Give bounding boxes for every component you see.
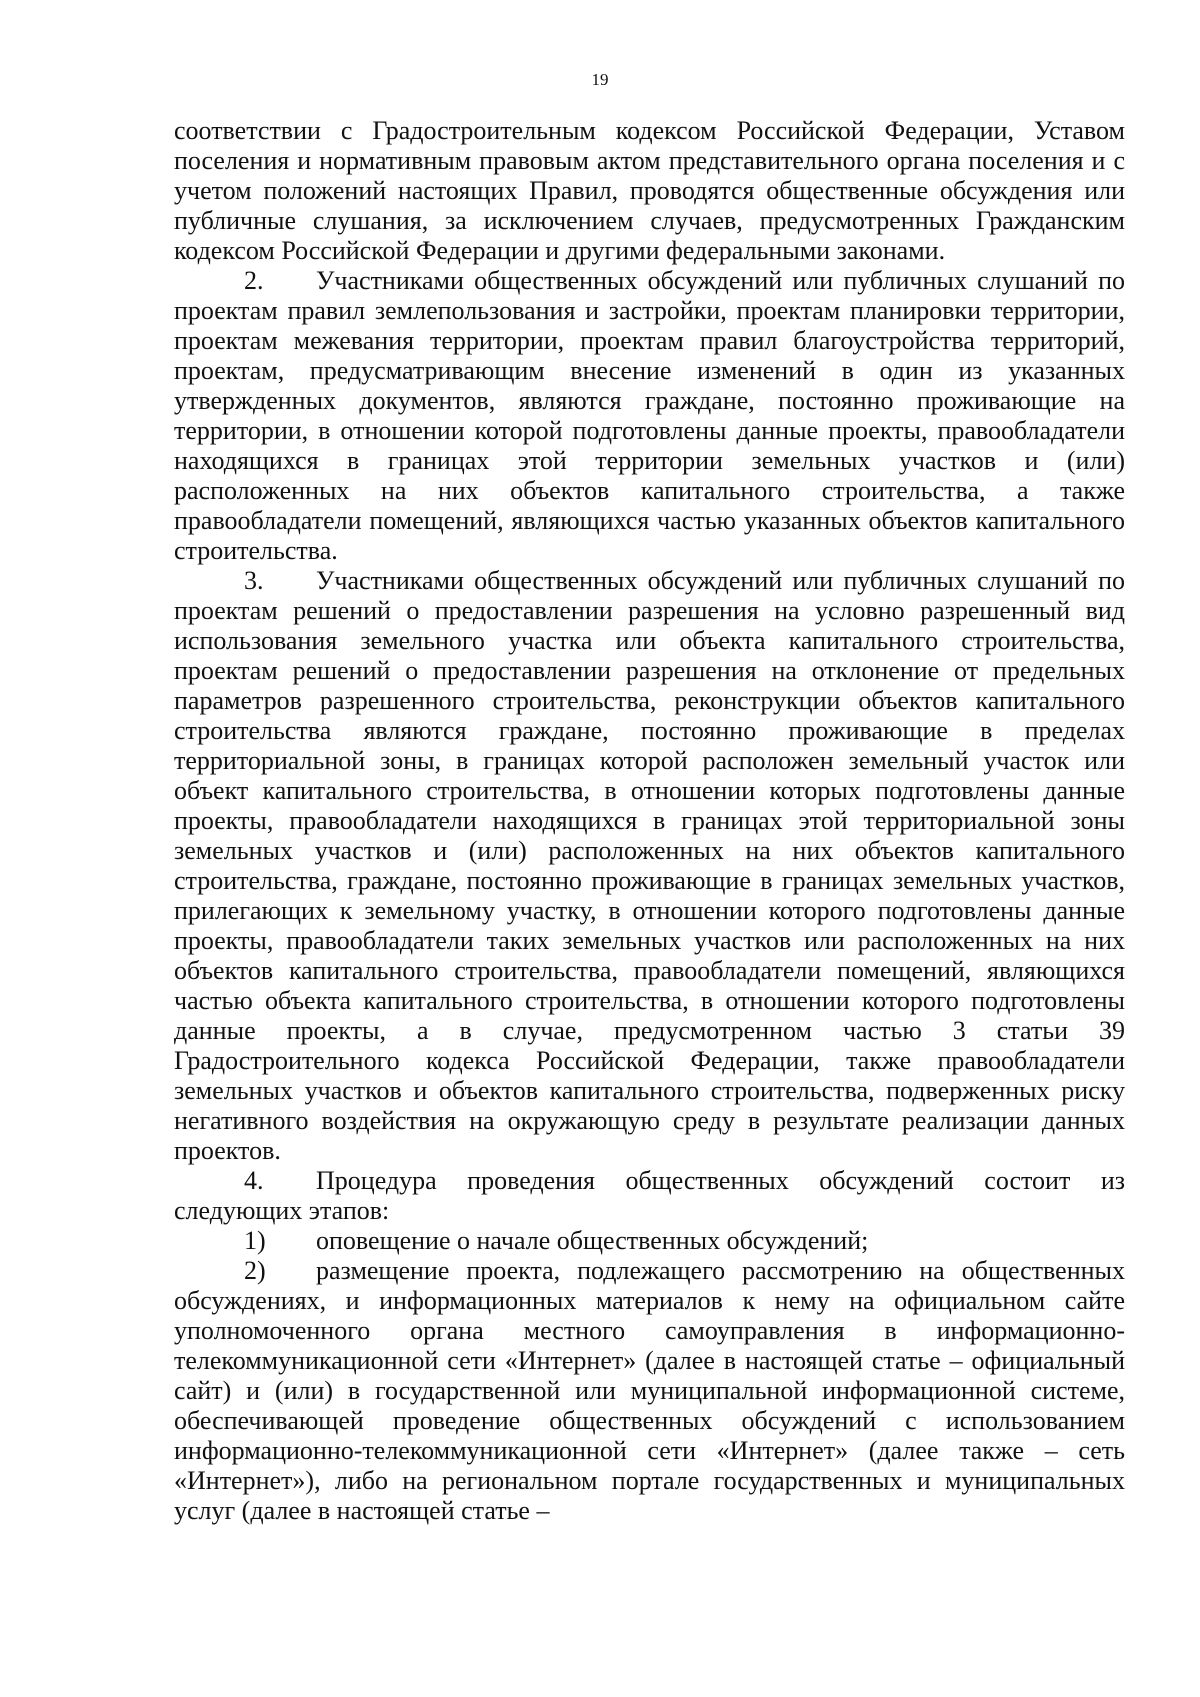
paragraph-number: 2. bbox=[244, 266, 264, 295]
paragraph-item-3 bbox=[174, 566, 1125, 1166]
page-number: 19 bbox=[591, 70, 609, 89]
paragraph-number: 4. bbox=[244, 1166, 264, 1195]
subitem-text: оповещение о начале общественных обсуждений; bbox=[316, 1226, 869, 1255]
subitem-number: 1) bbox=[244, 1226, 266, 1255]
subitem-2 bbox=[174, 1256, 1125, 1526]
paragraph-text: соответствии с Градостроительным кодексом Российской Федерации, Уставом поселения и нормативным правовым актом представительного органа поселения и с учетом положений настоящих Правил, проводятся общественные обсуждения или публичные слушания, за исключением случаев, предусмотренных Гражданским кодексом Российской Федерации и другими федеральными законами. bbox=[174, 116, 1125, 265]
paragraph-number: 3. bbox=[244, 566, 264, 595]
paragraph-continuation bbox=[174, 116, 1125, 266]
paragraph-text: Участниками общественных обсуждений или публичных слушаний по проектам решений о предоставлении разрешения на условно разрешенный вид использования земельного участка или объекта капитального строительства, проектам решений о предоставлении разрешения на отклонение от предельных параметров разрешенного строительства, реконструкции объектов капитального строительства являются граждане, постоянно проживающие в пределах территориальной зоны, в границах которой расположен земельный участок или объект капитального строительства, в отношении которых подготовлены данные проекты, правообладатели находящихся в границах этой территориальной зоны земельных участков и (или) расположенных на них объектов капитального строительства, граждане, постоянно проживающие в границах земельных участков, прилегающих к земельному участку, в отношении которого подготовлены данные проекты, правообладатели таких земельных участков или расположенных на них объектов капитального строительства, правообладатели помещений, являющихся частью объекта капитального строительства, в отношении которого подготовлены данные проекты, а в случае, предусмотренном частью 3 статьи 39 Градостроительного кодекса Российской Федерации, также правообладатели земельных участков и объектов капитального строительства, подверженных риску негативного воздействия на окружающую среду в результате реализации данных проектов. bbox=[174, 566, 1125, 1165]
document-body bbox=[174, 116, 1125, 1526]
subitem-number: 2) bbox=[244, 1256, 266, 1285]
paragraph-item-4 bbox=[174, 1166, 1125, 1226]
paragraph-text: Участниками общественных обсуждений или публичных слушаний по проектам правил землепользования и застройки, проектам планировки территории, проектам межевания территории, проектам правил благоустройства территорий, проектам, предусматривающим внесение изменений в один из указанных утвержденных документов, являются граждане, постоянно проживающие на территории, в отношении которой подготовлены данные проекты, правообладатели находящихся в границах этой территории земельных участков и (или) расположенных на них объектов капитального строительства, а также правообладатели помещений, являющихся частью указанных объектов капитального строительства. bbox=[174, 266, 1125, 565]
subitem-text: размещение проекта, подлежащего рассмотрению на общественных обсуждениях, и информационных материалов к нему на официальном сайте уполномоченного органа местного самоуправления в информационно-телекоммуникационной сети «Интернет» (далее в настоящей статье – официальный сайт) и (или) в государственной или муниципальной информационной системе, обеспечивающей проведение общественных обсуждений с использованием информационно-телекоммуникационной сети «Интернет» (далее также – сеть «Интернет»), либо на региональном портале государственных и муниципальных услуг (далее в настоящей статье – bbox=[174, 1256, 1125, 1525]
paragraph-text: Процедура проведения общественных обсуждений состоит из следующих этапов: bbox=[174, 1166, 1125, 1225]
subitem-1 bbox=[174, 1226, 1125, 1256]
paragraph-item-2 bbox=[174, 266, 1125, 566]
